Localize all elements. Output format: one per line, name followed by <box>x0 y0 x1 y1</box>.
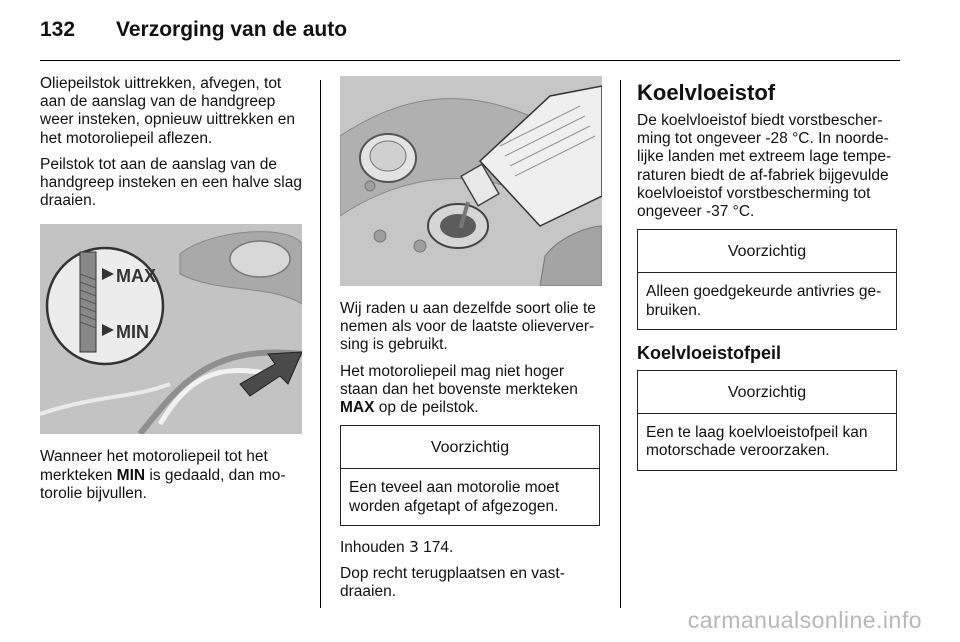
max-mark: MAX <box>340 399 375 417</box>
page-number: 132 <box>40 18 76 41</box>
caution-title: Voorzichtig <box>638 230 896 273</box>
dipstick-illustration <box>40 224 302 434</box>
paragraph: Wanneer het motoroliepeil tot het merkteken MIN is gedaald, dan mo-torolie bijvullen. <box>40 448 286 502</box>
paragraph: De koelvloeistof biedt vorstbescher-ming tot ongeveer -28 °C. In noorde-lijke landen met extreem lage tempe-raturen biedt de af-fabriek bijgevulde koelvloeistof vorstbescherming tot ongeveer -37 °C. <box>637 112 892 221</box>
subsection-heading: Koelvloeistofpeil <box>637 342 782 363</box>
caution-box <box>340 425 600 526</box>
paragraph: Dop recht terugplaatsen en vast-draaien. <box>340 565 565 601</box>
page-header <box>40 18 347 48</box>
column-2 <box>340 76 605 609</box>
min-mark: MIN <box>116 466 146 484</box>
paragraph: Wij raden u aan dezelfde soort olie te nemen als voor de laatste olieverver-sing is gebruikt. <box>340 300 596 354</box>
caution-text: Alleen goedgekeurde antivries ge-bruiken. <box>646 283 882 319</box>
capacity-reference: Inhouden 3 174. <box>340 537 454 556</box>
section-heading: Koelvloeistof <box>637 80 776 105</box>
paragraph: Oliepeilstok uittrekken, afvegen, tot aan de aanslag van de handgreep weer insteken, opnieuw uittrekken en het motoroliepeil aflezen. <box>40 75 296 147</box>
dipstick-drawing <box>40 224 302 434</box>
paragraph: Peilstok tot aan de aanslag van de handgreep insteken en een halve slag draaien. <box>40 155 302 210</box>
oil-filling-illustration <box>340 76 602 286</box>
caution-box <box>637 229 897 330</box>
caution-title: Voorzichtig <box>341 426 599 469</box>
column-divider <box>320 80 321 608</box>
page-title: Verzorging van de auto <box>116 18 348 41</box>
caution-text: Een te laag koelvloeistofpeil kan motorschade veroorzaken. <box>646 424 868 460</box>
caution-title: Voorzichtig <box>638 371 896 414</box>
caution-box <box>637 370 897 471</box>
column-divider <box>620 80 621 608</box>
column-3 <box>637 80 902 483</box>
header-rule <box>40 60 900 61</box>
reference-arrow-icon: 3 <box>408 537 419 556</box>
watermark: carmanualsonline.info <box>687 607 922 633</box>
min-label: MIN <box>116 322 149 343</box>
max-label: MAX <box>116 266 156 287</box>
oil-filling-drawing <box>340 76 602 286</box>
paragraph: Het motoroliepeil mag niet hoger staan dan het bovenste merkteken MAX op de peilstok. <box>340 362 578 417</box>
caution-text: Een teveel aan motorolie moet worden afgetapt of afgezogen. <box>349 479 560 515</box>
column-1 <box>40 75 305 511</box>
